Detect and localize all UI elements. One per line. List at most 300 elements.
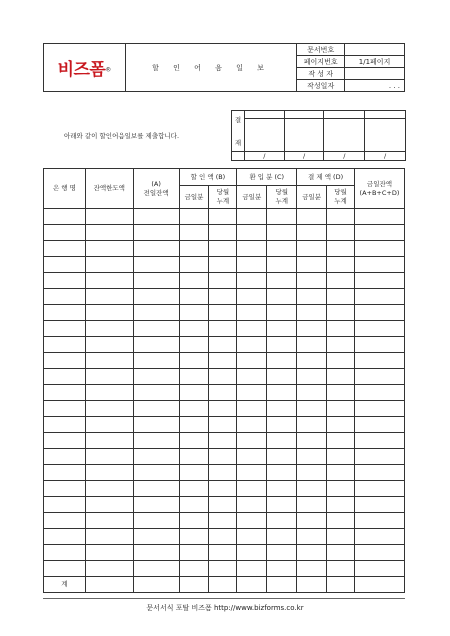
table-cell[interactable] <box>85 401 133 417</box>
table-cell[interactable] <box>133 273 179 289</box>
table-row <box>44 417 405 433</box>
table-cell[interactable] <box>297 529 327 545</box>
table-cell[interactable] <box>267 465 297 481</box>
table-row <box>44 529 405 545</box>
table-cell[interactable] <box>354 417 404 433</box>
table-cell[interactable] <box>209 465 237 481</box>
table-cell[interactable] <box>179 513 209 529</box>
logo <box>44 44 126 92</box>
table-row <box>44 465 405 481</box>
table-cell[interactable] <box>267 497 297 513</box>
table-cell[interactable] <box>354 481 404 497</box>
subheader-month-a: 당월 <box>275 188 288 196</box>
table-cell[interactable] <box>209 513 237 529</box>
table-cell[interactable] <box>267 433 297 449</box>
table-cell[interactable] <box>179 529 209 545</box>
table-cell[interactable] <box>209 401 237 417</box>
table-cell[interactable] <box>237 241 267 257</box>
table-cell[interactable] <box>179 369 209 385</box>
table-cell[interactable] <box>327 385 355 401</box>
total-cell[interactable] <box>209 577 237 593</box>
table-cell[interactable] <box>179 353 209 369</box>
table-cell[interactable] <box>133 257 179 273</box>
table-cell[interactable] <box>267 513 297 529</box>
table-cell[interactable] <box>267 225 297 241</box>
table-cell[interactable] <box>297 545 327 561</box>
table-cell[interactable] <box>354 273 404 289</box>
table-cell[interactable] <box>85 481 133 497</box>
table-cell[interactable] <box>179 225 209 241</box>
table-cell[interactable] <box>85 545 133 561</box>
table-cell[interactable] <box>85 513 133 529</box>
subheader-today: 금일분 <box>297 186 327 209</box>
table-cell[interactable] <box>209 353 237 369</box>
table-cell[interactable] <box>237 209 267 225</box>
table-cell[interactable] <box>327 449 355 465</box>
table-cell[interactable] <box>267 401 297 417</box>
table-cell[interactable] <box>297 449 327 465</box>
table-cell[interactable] <box>267 369 297 385</box>
table-cell[interactable] <box>85 337 133 353</box>
table-cell[interactable] <box>133 225 179 241</box>
table-cell[interactable] <box>209 481 237 497</box>
table-cell[interactable] <box>327 401 355 417</box>
table-cell[interactable] <box>297 561 327 577</box>
table-cell[interactable] <box>327 561 355 577</box>
table-cell[interactable] <box>237 289 267 305</box>
table-cell[interactable] <box>297 497 327 513</box>
header-bank: 은 행 명 <box>44 169 86 209</box>
header-today-balance-b: (A+B+C+D) <box>359 188 400 197</box>
table-cell[interactable] <box>44 417 86 433</box>
table-cell[interactable] <box>267 353 297 369</box>
table-cell[interactable] <box>267 337 297 353</box>
table-cell[interactable] <box>133 305 179 321</box>
subheader-today: 금일분 <box>179 186 209 209</box>
table-cell[interactable] <box>354 497 404 513</box>
table-cell[interactable] <box>267 417 297 433</box>
table-row <box>44 369 405 385</box>
total-cell[interactable] <box>297 577 327 593</box>
table-cell[interactable] <box>85 273 133 289</box>
table-cell[interactable] <box>133 529 179 545</box>
table-cell[interactable] <box>267 481 297 497</box>
table-cell[interactable] <box>44 369 86 385</box>
table-cell[interactable] <box>133 401 179 417</box>
table-cell[interactable] <box>133 241 179 257</box>
table-cell[interactable] <box>133 561 179 577</box>
table-cell[interactable] <box>354 465 404 481</box>
table-cell[interactable] <box>44 529 86 545</box>
table-cell[interactable] <box>209 529 237 545</box>
table-cell[interactable] <box>327 209 355 225</box>
table-cell[interactable] <box>209 385 237 401</box>
table-cell[interactable] <box>44 401 86 417</box>
table-cell[interactable] <box>209 273 237 289</box>
table-cell[interactable] <box>237 385 267 401</box>
table-cell[interactable] <box>267 449 297 465</box>
approval-sign-cell <box>324 119 365 152</box>
approval-sign-cell <box>284 119 324 152</box>
table-cell[interactable] <box>237 337 267 353</box>
table-row <box>44 209 405 225</box>
table-cell[interactable] <box>354 513 404 529</box>
table-cell[interactable] <box>179 465 209 481</box>
table-cell[interactable] <box>85 257 133 273</box>
table-cell[interactable] <box>267 289 297 305</box>
meta-label: 문서번호 <box>297 44 345 56</box>
table-cell[interactable] <box>85 561 133 577</box>
table-cell[interactable] <box>297 417 327 433</box>
table-cell[interactable] <box>85 305 133 321</box>
table-cell[interactable] <box>44 257 86 273</box>
table-cell[interactable] <box>327 433 355 449</box>
table-cell[interactable] <box>297 225 327 241</box>
table-cell[interactable] <box>179 449 209 465</box>
table-cell[interactable] <box>44 337 86 353</box>
table-cell[interactable] <box>44 433 86 449</box>
subheader-month-a: 당월 <box>334 188 347 196</box>
table-cell[interactable] <box>133 369 179 385</box>
table-cell[interactable] <box>44 289 86 305</box>
table-cell[interactable] <box>179 561 209 577</box>
table-cell[interactable] <box>237 481 267 497</box>
table-cell[interactable] <box>179 481 209 497</box>
table-cell[interactable] <box>85 465 133 481</box>
table-cell[interactable] <box>179 401 209 417</box>
table-cell[interactable] <box>354 225 404 241</box>
table-cell[interactable] <box>327 369 355 385</box>
table-cell[interactable] <box>85 353 133 369</box>
table-cell[interactable] <box>237 545 267 561</box>
table-cell[interactable] <box>297 481 327 497</box>
footer-divider <box>43 598 405 599</box>
table-cell[interactable] <box>44 225 86 241</box>
table-cell[interactable] <box>209 257 237 273</box>
total-label: 계 <box>44 577 86 593</box>
table-cell[interactable] <box>297 369 327 385</box>
table-cell[interactable] <box>267 545 297 561</box>
table-cell[interactable] <box>327 321 355 337</box>
table-cell[interactable] <box>237 561 267 577</box>
table-cell[interactable] <box>85 241 133 257</box>
table-cell[interactable] <box>133 449 179 465</box>
footer-text: 문서서식 포탈 비즈폼 http://www.bizforms.co.kr <box>146 604 304 612</box>
table-cell[interactable] <box>209 545 237 561</box>
table-cell[interactable] <box>44 385 86 401</box>
table-cell[interactable] <box>297 289 327 305</box>
table-row <box>44 385 405 401</box>
table-cell[interactable] <box>297 465 327 481</box>
table-cell[interactable] <box>179 433 209 449</box>
table-cell[interactable] <box>209 497 237 513</box>
table-cell[interactable] <box>327 289 355 305</box>
table-cell[interactable] <box>85 289 133 305</box>
table-cell[interactable] <box>297 433 327 449</box>
table-cell[interactable] <box>327 337 355 353</box>
subheader-month-total <box>209 186 237 209</box>
table-cell[interactable] <box>237 257 267 273</box>
table-cell[interactable] <box>179 321 209 337</box>
table-cell[interactable] <box>237 465 267 481</box>
table-cell[interactable] <box>237 497 267 513</box>
table-cell[interactable] <box>237 401 267 417</box>
table-cell[interactable] <box>237 513 267 529</box>
table-cell[interactable] <box>179 289 209 305</box>
table-cell[interactable] <box>85 321 133 337</box>
table-cell[interactable] <box>267 385 297 401</box>
table-cell[interactable] <box>327 497 355 513</box>
table-cell[interactable] <box>133 321 179 337</box>
table-cell[interactable] <box>85 209 133 225</box>
table-cell[interactable] <box>179 305 209 321</box>
approval-title-cell <box>365 111 406 119</box>
table-cell[interactable] <box>297 209 327 225</box>
table-cell[interactable] <box>133 465 179 481</box>
table-cell[interactable] <box>44 273 86 289</box>
table-cell[interactable] <box>179 273 209 289</box>
subheader-today: 금일분 <box>237 186 267 209</box>
table-cell[interactable] <box>44 209 86 225</box>
total-cell[interactable] <box>354 577 404 593</box>
table-cell[interactable] <box>267 321 297 337</box>
table-cell[interactable] <box>209 369 237 385</box>
table-cell[interactable] <box>297 257 327 273</box>
subheader-month-b: 누계 <box>275 197 288 205</box>
table-cell[interactable] <box>354 529 404 545</box>
table-cell[interactable] <box>297 273 327 289</box>
subheader-month-b: 누계 <box>216 197 230 205</box>
table-cell[interactable] <box>267 561 297 577</box>
table-cell[interactable] <box>327 545 355 561</box>
table-cell[interactable] <box>297 305 327 321</box>
table-row <box>44 337 405 353</box>
table-cell[interactable] <box>297 337 327 353</box>
table-cell[interactable] <box>44 241 86 257</box>
table-cell[interactable] <box>209 433 237 449</box>
table-cell[interactable] <box>237 353 267 369</box>
table-cell[interactable] <box>297 353 327 369</box>
table-cell[interactable] <box>133 545 179 561</box>
table-cell[interactable] <box>267 209 297 225</box>
table-cell[interactable] <box>237 449 267 465</box>
table-row <box>44 561 405 577</box>
table-cell[interactable] <box>354 241 404 257</box>
table-cell[interactable] <box>133 337 179 353</box>
table-cell[interactable] <box>179 497 209 513</box>
table-cell[interactable] <box>133 513 179 529</box>
table-cell[interactable] <box>133 497 179 513</box>
table-cell[interactable] <box>44 449 86 465</box>
approval-date-cell: / <box>284 152 324 161</box>
table-row <box>44 433 405 449</box>
table-cell[interactable] <box>209 289 237 305</box>
table-cell[interactable] <box>85 449 133 465</box>
intro-text: 아래와 같이 할인어음일보를 제출합니다. <box>64 132 180 140</box>
table-row <box>44 321 405 337</box>
approval-blank <box>232 152 245 161</box>
table-cell[interactable] <box>85 497 133 513</box>
table-cell[interactable] <box>237 369 267 385</box>
header-prev-balance <box>133 169 179 209</box>
table-row <box>44 305 405 321</box>
table-cell[interactable] <box>209 449 237 465</box>
table-cell[interactable] <box>85 385 133 401</box>
table-row <box>44 513 405 529</box>
table-cell[interactable] <box>179 417 209 433</box>
table-cell[interactable] <box>179 257 209 273</box>
table-row <box>44 273 405 289</box>
table-cell[interactable] <box>44 513 86 529</box>
table-cell[interactable] <box>209 417 237 433</box>
total-cell[interactable] <box>85 577 133 593</box>
table-cell[interactable] <box>209 225 237 241</box>
table-cell[interactable] <box>85 417 133 433</box>
meta-value <box>345 68 405 80</box>
table-row <box>44 545 405 561</box>
table-cell[interactable] <box>354 353 404 369</box>
table-cell[interactable] <box>237 321 267 337</box>
table-cell[interactable] <box>267 257 297 273</box>
table-cell[interactable] <box>327 257 355 273</box>
header-buyback: 환 입 분 (C) <box>237 169 297 186</box>
table-cell[interactable] <box>237 273 267 289</box>
table-cell[interactable] <box>209 241 237 257</box>
table-cell[interactable] <box>327 273 355 289</box>
table-cell[interactable] <box>44 353 86 369</box>
total-cell[interactable] <box>133 577 179 593</box>
subheader-month-total <box>327 186 355 209</box>
table-cell[interactable] <box>267 273 297 289</box>
meta-value: 1/1페이지 <box>345 56 405 68</box>
table-cell[interactable] <box>85 369 133 385</box>
table-cell[interactable] <box>133 481 179 497</box>
table-cell[interactable] <box>44 481 86 497</box>
table-cell[interactable] <box>237 225 267 241</box>
table-cell[interactable] <box>327 529 355 545</box>
table-cell[interactable] <box>354 337 404 353</box>
total-row <box>44 577 405 593</box>
table-cell[interactable] <box>327 465 355 481</box>
header-settlement: 결 제 액 (D) <box>297 169 355 186</box>
table-cell[interactable] <box>354 369 404 385</box>
table-cell[interactable] <box>85 225 133 241</box>
table-cell[interactable] <box>44 561 86 577</box>
subheader-month-total <box>267 186 297 209</box>
table-cell[interactable] <box>327 481 355 497</box>
approval-date-cell: / <box>365 152 406 161</box>
approval-box <box>231 110 406 161</box>
table-cell[interactable] <box>327 241 355 257</box>
table-row <box>44 401 405 417</box>
meta-value: . . . <box>345 80 405 92</box>
table-cell[interactable] <box>297 513 327 529</box>
table-row <box>44 449 405 465</box>
header-prev-balance-b: 전일잔액 <box>143 188 169 197</box>
table-row <box>44 481 405 497</box>
table-cell[interactable] <box>209 337 237 353</box>
approval-sign-cell <box>244 119 284 152</box>
table-cell[interactable] <box>133 353 179 369</box>
table-cell[interactable] <box>44 545 86 561</box>
table-cell[interactable] <box>209 209 237 225</box>
total-cell[interactable] <box>327 577 355 593</box>
table-cell[interactable] <box>237 305 267 321</box>
table-cell[interactable] <box>209 305 237 321</box>
approval-title-cell <box>324 111 365 119</box>
table-cell[interactable] <box>44 321 86 337</box>
table-cell[interactable] <box>327 513 355 529</box>
approval-sign-cell <box>365 119 406 152</box>
table-cell[interactable] <box>354 209 404 225</box>
approval-label-top: 결 <box>234 116 242 124</box>
table-cell[interactable] <box>354 385 404 401</box>
total-cell[interactable] <box>267 577 297 593</box>
table-cell[interactable] <box>267 241 297 257</box>
table-cell[interactable] <box>179 337 209 353</box>
table-cell[interactable] <box>354 401 404 417</box>
table-cell[interactable] <box>354 289 404 305</box>
table-cell[interactable] <box>354 305 404 321</box>
meta-label: 페이지번호 <box>297 56 345 68</box>
table-cell[interactable] <box>209 321 237 337</box>
table-cell[interactable] <box>133 433 179 449</box>
table-cell[interactable] <box>85 529 133 545</box>
table-cell[interactable] <box>267 305 297 321</box>
table-cell[interactable] <box>133 289 179 305</box>
discount-report-table <box>43 168 405 593</box>
table-cell[interactable] <box>354 545 404 561</box>
table-cell[interactable] <box>44 305 86 321</box>
table-cell[interactable] <box>297 401 327 417</box>
table-cell[interactable] <box>297 241 327 257</box>
table-cell[interactable] <box>179 241 209 257</box>
total-cell[interactable] <box>237 577 267 593</box>
table-cell[interactable] <box>297 385 327 401</box>
header-today-balance <box>354 169 404 209</box>
table-cell[interactable] <box>179 545 209 561</box>
table-cell[interactable] <box>133 417 179 433</box>
table-cell[interactable] <box>179 385 209 401</box>
table-cell[interactable] <box>354 257 404 273</box>
approval-date-cell: / <box>324 152 365 161</box>
table-cell[interactable] <box>237 529 267 545</box>
table-cell[interactable] <box>44 465 86 481</box>
table-cell[interactable] <box>327 417 355 433</box>
table-cell[interactable] <box>44 497 86 513</box>
table-cell[interactable] <box>297 321 327 337</box>
table-cell[interactable] <box>327 353 355 369</box>
table-cell[interactable] <box>209 561 237 577</box>
header-table <box>43 43 405 92</box>
table-cell[interactable] <box>354 449 404 465</box>
table-cell[interactable] <box>267 529 297 545</box>
table-cell[interactable] <box>237 417 267 433</box>
table-cell[interactable] <box>327 225 355 241</box>
table-cell[interactable] <box>354 321 404 337</box>
table-cell[interactable] <box>133 385 179 401</box>
table-cell[interactable] <box>354 561 404 577</box>
table-cell[interactable] <box>327 305 355 321</box>
table-cell[interactable] <box>237 433 267 449</box>
approval-date-cell: / <box>244 152 284 161</box>
table-cell[interactable] <box>354 433 404 449</box>
total-cell[interactable] <box>179 577 209 593</box>
table-cell[interactable] <box>133 209 179 225</box>
table-cell[interactable] <box>85 433 133 449</box>
header-prev-balance-a: (A) <box>151 179 161 188</box>
table-cell[interactable] <box>179 209 209 225</box>
